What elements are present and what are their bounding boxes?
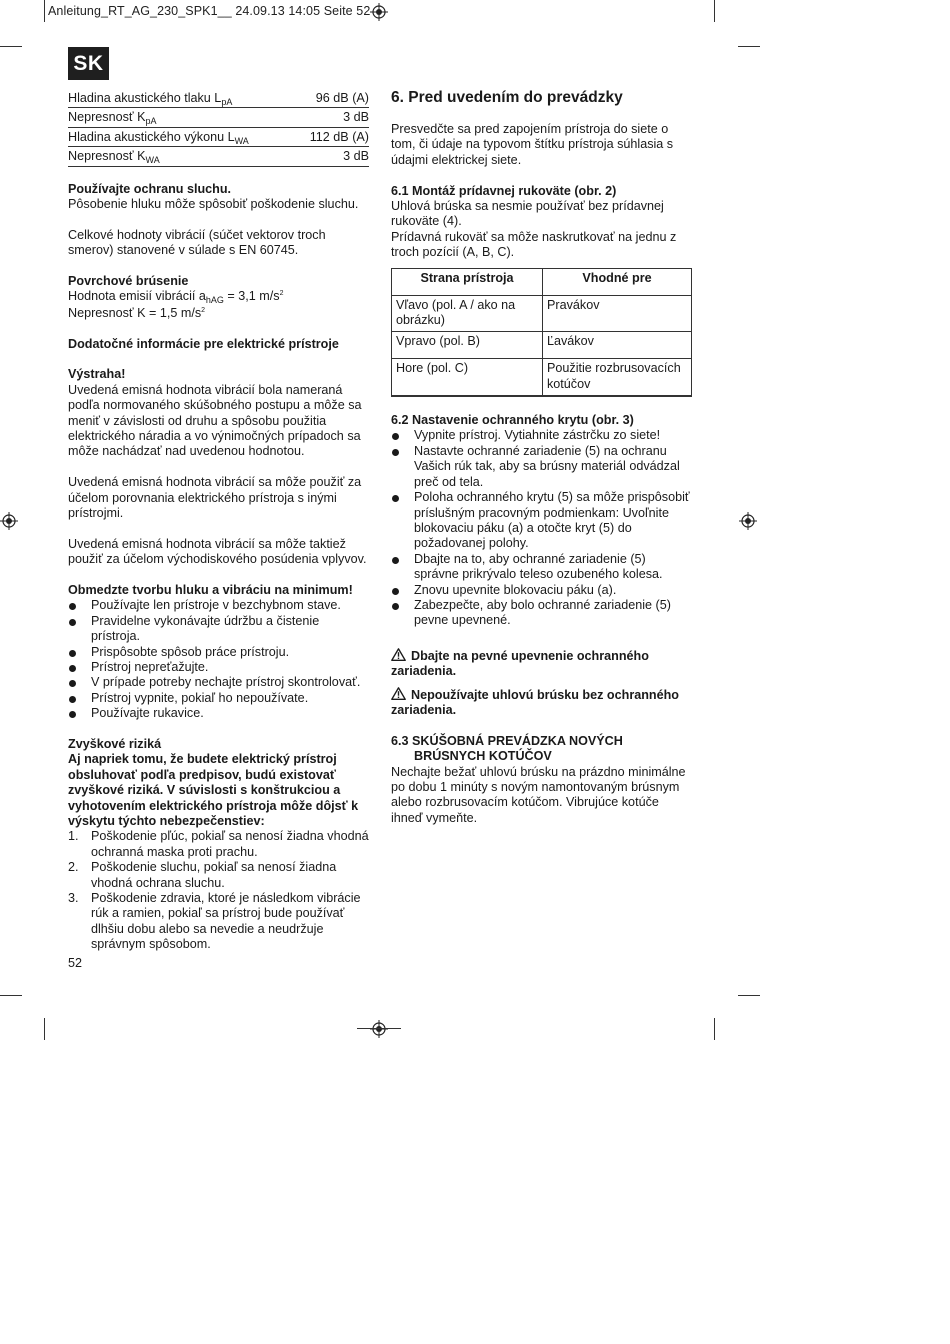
hearing-heading: Používajte ochranu sluchu. — [68, 181, 232, 196]
table-row — [68, 108, 369, 128]
risks-heading: Zvyškové riziká — [68, 737, 162, 751]
list-item: Zabezpečte, aby bolo ochranné zariadenie (5) pevne upevnené. — [391, 598, 693, 629]
uncertainty-line — [68, 306, 369, 321]
uncertainty-sup: 2 — [201, 306, 206, 314]
registration-mark-icon — [0, 512, 18, 530]
crop-mark — [0, 46, 22, 47]
additional-info-heading: Dodatočné informácie pre elektrické prístroje — [68, 336, 339, 351]
warning-text: Uvedená emisná hodnota vibrácií bola nameraná podľa normovaného skúšobného postupu a môže sa meniť v závislosti od druhu a spôsobu použitia elektrického náradia a vo výnimočných prípadoch sa môže nachádzať nad uvedenou hodnotou. — [68, 382, 362, 459]
list-item: Prispôsobte spôsob práce prístroju. — [68, 645, 369, 660]
warning-text: Dbajte na pevné upevnenie ochranného zariadenia. — [391, 648, 649, 679]
left-column — [68, 88, 369, 953]
crop-mark — [44, 1018, 45, 1040]
guard-adjust-list — [391, 428, 693, 628]
spec-label: Hladina akustického výkonu L — [68, 129, 235, 144]
section-6-3-text: Nechajte bežať uhlovú brúsku na prázdno minimálne po dobu 1 minúty s novým namontovaným brúsnym alebo rozbrusovacím kotúčom. Vibrujúce kotúče ihneď vymeňte. — [391, 764, 686, 825]
table-cell: Hore (pol. C) — [392, 359, 543, 396]
vibration-total-text: Celkové hodnoty vibrácií (súčet vektorov troch smerov) stanovené v súlade s EN 60745. — [68, 227, 326, 258]
spec-label: Hladina akustického tlaku L — [68, 90, 222, 105]
spec-value: 96 dB (A) — [295, 88, 369, 108]
compare-text: Uvedená emisná hodnota vibrácií sa môže použiť za účelom porovnania elektrického prístroja s inými prístrojmi. — [68, 475, 362, 520]
crop-mark — [738, 46, 760, 47]
table-cell: Vpravo (pol. B) — [392, 331, 543, 358]
list-item: Vypnite prístroj. Vytiahnite zástrčku zo siete! — [391, 428, 693, 443]
emission-value: = 3,1 m/s — [223, 289, 280, 304]
list-item — [68, 829, 369, 860]
emission-sub: hAG — [205, 295, 224, 306]
surface-heading: Povrchové brúsenie — [68, 273, 189, 288]
spec-value: 3 dB — [295, 108, 369, 128]
risks-list — [68, 829, 369, 952]
crop-mark — [714, 1018, 715, 1040]
section-6-1-heading: 6.1 Montáž prídavnej rukoväte (obr. 2) — [391, 183, 617, 198]
list-text: Poškodenie pľúc, pokiaľ sa nenosí žiadna vhodná ochranná maska proti prachu. — [91, 829, 369, 859]
table-row — [68, 127, 369, 147]
table-row — [392, 359, 692, 396]
right-column — [391, 88, 693, 826]
table-header: Strana prístroja — [392, 268, 543, 295]
list-text: Poškodenie sluchu, pokiaľ sa nenosí žiadna vhodná ochrana sluchu. — [91, 860, 337, 890]
language-badge: SK — [68, 47, 109, 80]
table-row — [68, 147, 369, 167]
section-6-title: 6. Pred uvedením do prevádzky — [391, 89, 623, 106]
table-header: Vhodné pre — [543, 268, 692, 295]
assessment-text: Uvedená emisná hodnota vibrácií sa môže taktiež použiť za účelom východiskového posúdenia vplyvov. — [68, 536, 367, 567]
list-item: Prístroj nepreťažujte. — [68, 660, 369, 675]
table-row — [68, 88, 369, 108]
warning-guard-fixed — [391, 648, 693, 680]
warning-triangle-icon — [391, 687, 406, 700]
table-header-row — [392, 268, 692, 295]
list-item: Nastavte ochranné zariadenie (5) na ochranu Vašich rúk tak, aby sa brúsny materiál odvádzal preč od tela. — [391, 444, 693, 490]
crop-mark — [714, 0, 715, 22]
table-cell: Použitie rozbrusovacích kotúčov — [543, 359, 692, 396]
spec-label-sub: WA — [145, 155, 160, 166]
spec-label-sub: WA — [234, 135, 249, 146]
list-item — [68, 891, 369, 953]
list-item: Poloha ochranného krytu (5) sa môže prispôsobiť príslušným pracovným podmienkam: Uvoľnite blokovaciu páku (a) a otočte kryt (5) do požadovanej polohy. — [391, 490, 693, 552]
list-item: V prípade potreby nechajte prístroj skontrolovať. — [68, 675, 369, 690]
spec-value: 3 dB — [295, 147, 369, 167]
list-number: 3. — [68, 891, 79, 906]
print-header: Anleitung_RT_AG_230_SPK1__ 24.09.13 14:05 Seite 52 — [48, 4, 371, 18]
crop-mark — [44, 0, 45, 22]
table-row — [392, 296, 692, 332]
list-item: Používajte rukavice. — [68, 706, 369, 721]
crop-mark — [0, 995, 22, 996]
limit-list — [68, 598, 369, 721]
list-item: Dbajte na to, aby ochranné zariadenie (5) správne prikrývalo teleso ozubeného kolesa. — [391, 552, 693, 583]
registration-mark-icon — [370, 3, 388, 21]
registration-mark-icon — [370, 1020, 388, 1038]
noise-spec-table — [68, 88, 369, 167]
limit-heading: Obmedzte tvorbu hluku a vibráciu na minimum! — [68, 582, 353, 597]
hearing-text: Pôsobenie hluku môže spôsobiť poškodenie sluchu. — [68, 196, 359, 211]
section-6-1-text2: Prídavná rukoväť sa môže naskrutkovať na jednu z troch pozícií (A, B, C). — [391, 229, 677, 260]
spec-label: Nepresnosť K — [68, 149, 146, 164]
emission-sup: 2 — [279, 290, 284, 298]
spec-label-sub: pA — [221, 96, 233, 107]
emission-prefix: Hodnota emisií vibrácií a — [68, 289, 206, 304]
section-6-1-text1: Uhlová brúska sa nesmie používať bez prídavnej rukoväte (4). — [391, 199, 664, 229]
section-6-3-heading: 6.3 SKÚŠOBNÁ PREVÁDZKA NOVÝCH BRÚSNYCH KOTÚČOV — [391, 733, 623, 764]
list-number: 1. — [68, 829, 79, 844]
list-item: Znovu upevnite blokovaciu páku (a). — [391, 583, 693, 598]
spec-label: Nepresnosť K — [68, 110, 146, 125]
page-number: 52 — [68, 956, 83, 970]
warning-no-guard — [391, 687, 693, 719]
warning-heading: Výstraha! — [68, 367, 126, 382]
spec-value: 112 dB (A) — [295, 127, 369, 147]
warning-text: Nepoužívajte uhlovú brúsku bez ochranného zariadenia. — [391, 687, 679, 717]
crop-mark — [357, 1028, 401, 1029]
spec-label-sub: pA — [145, 116, 157, 127]
list-item: Pravidelne vykonávajte údržbu a čistenie prístroja. — [68, 614, 369, 645]
table-row — [392, 331, 692, 358]
emission-value-line — [68, 289, 369, 304]
list-item: Používajte len prístroje v bezchybnom stave. — [68, 598, 369, 613]
section-6-2-heading: 6.2 Nastavenie ochranného krytu (obr. 3) — [391, 413, 634, 428]
list-text: Poškodenie zdravia, ktoré je následkom vibrácie rúk a ramien, pokiaľ sa prístroj bude používať dlhšiu dobu alebo sa nevedie a neudržuje správnym spôsobom. — [91, 891, 361, 952]
registration-mark-icon — [739, 512, 757, 530]
table-cell: Ľavákov — [543, 331, 692, 358]
risks-intro: Aj napriek tomu, že budete elektrický prístroj obsluhovať podľa predpisov, budú existovať zvyškové riziká. V súvislosti s konštrukciou a vyhotovením elektrického prístroja môže dôjsť k výskytu týchto nebezpečenstiev: — [68, 752, 359, 829]
section-6-text: Presvedčte sa pred zapojením prístroja do siete o tom, či údaje na typovom štítku prístroja súhlasia s údajmi elektrickej siete. — [391, 122, 674, 167]
list-item — [68, 860, 369, 891]
warning-triangle-icon — [391, 648, 406, 661]
list-number: 2. — [68, 860, 79, 875]
uncertainty-prefix: Nepresnosť K = 1,5 m/s — [68, 305, 202, 320]
handle-position-table — [391, 268, 692, 397]
list-item: Prístroj vypnite, pokiaľ ho nepoužívate. — [68, 691, 369, 706]
crop-mark — [738, 995, 760, 996]
table-cell: Vľavo (pol. A / ako na obrázku) — [392, 296, 543, 332]
table-cell: Pravákov — [543, 296, 692, 332]
